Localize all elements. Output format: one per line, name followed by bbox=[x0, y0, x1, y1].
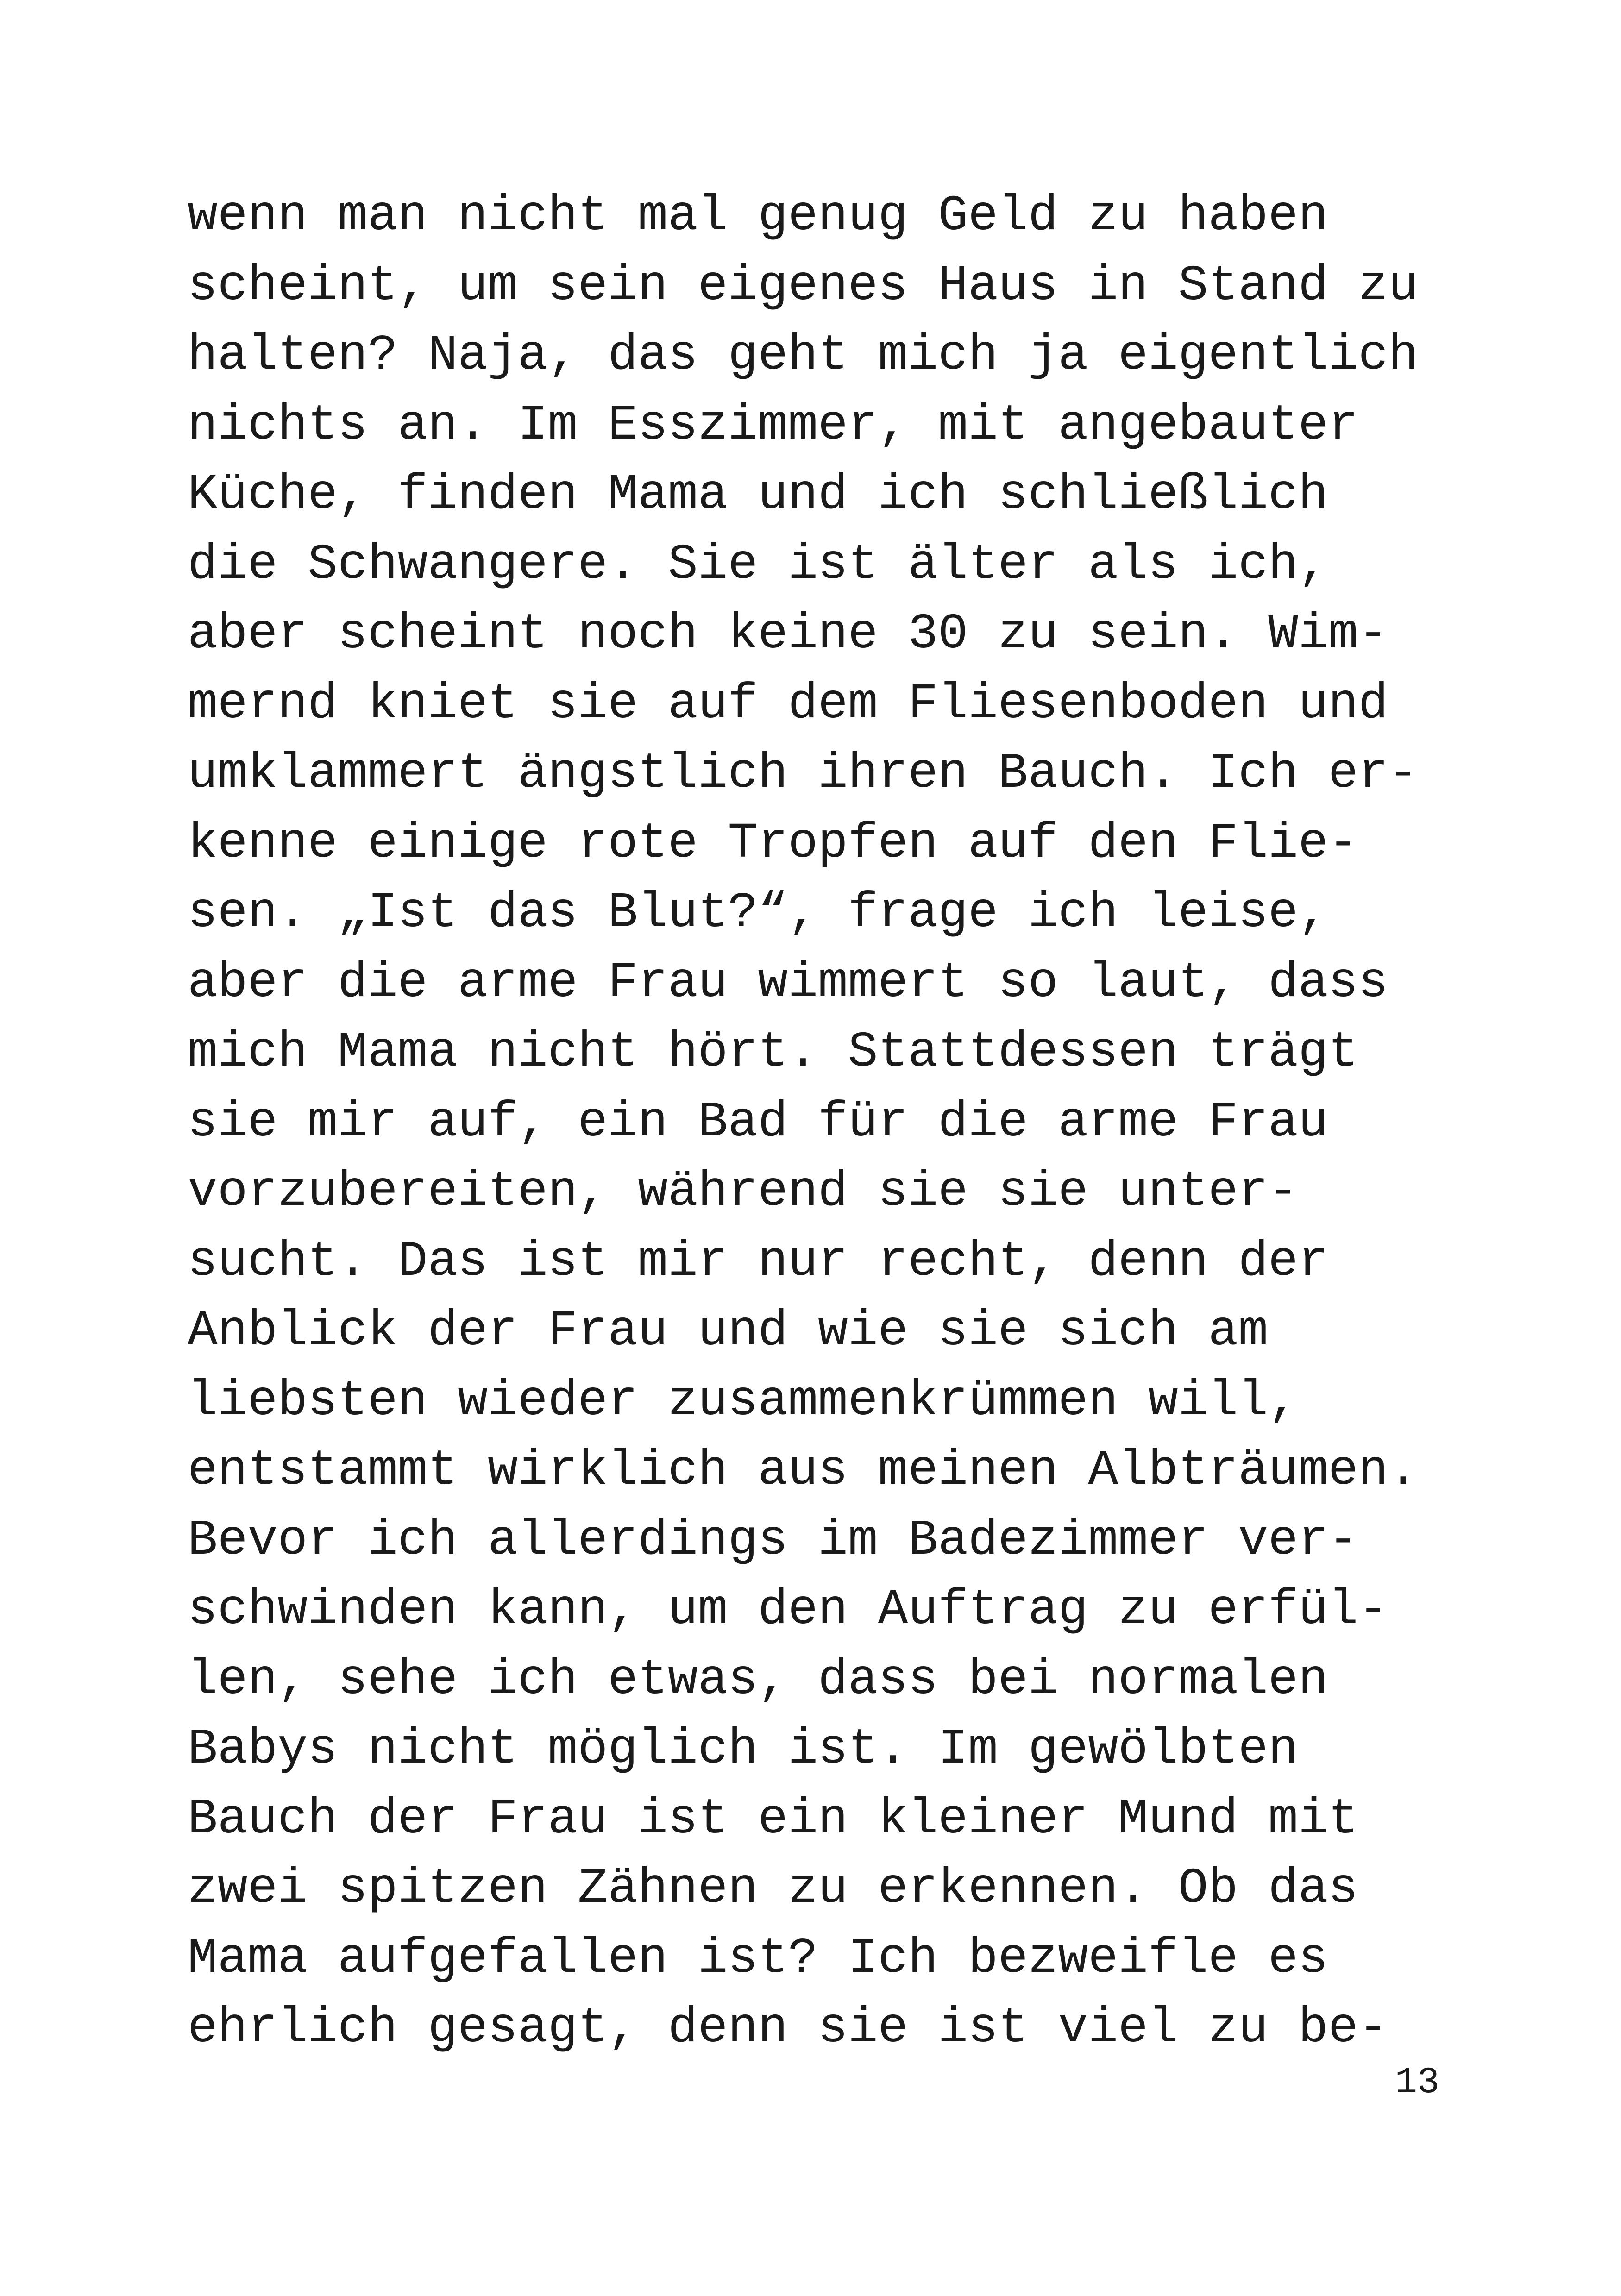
text-line: Babys nicht möglich ist. Im gewölbten bbox=[188, 1721, 1298, 1778]
text-line: wenn man nicht mal genug Geld zu haben bbox=[188, 188, 1328, 245]
text-line: mernd kniet sie auf dem Fliesenboden und bbox=[188, 676, 1389, 733]
text-line: aber die arme Frau wimmert so laut, dass bbox=[188, 954, 1389, 1011]
text-line: sen. „Ist das Blut?“, frage ich leise, bbox=[188, 885, 1328, 941]
text-line: nichts an. Im Esszimmer, mit angebauter bbox=[188, 397, 1358, 454]
text-line: Mama aufgefallen ist? Ich bezweifle es bbox=[188, 1930, 1328, 1987]
text-line: schwinden kann, um den Auftrag zu erfül- bbox=[188, 1582, 1389, 1638]
text-line: umklammert ängstlich ihren Bauch. Ich er- bbox=[188, 746, 1419, 802]
text-line: vorzubereiten, während sie sie unter- bbox=[188, 1164, 1298, 1220]
text-line: die Schwangere. Sie ist älter als ich, bbox=[188, 536, 1328, 593]
text-line: entstammt wirklich aus meinen Albträumen. bbox=[188, 1443, 1419, 1499]
text-line: Bevor ich allerdings im Badezimmer ver- bbox=[188, 1512, 1358, 1569]
text-line: aber scheint noch keine 30 zu sein. Wim- bbox=[188, 606, 1389, 663]
text-line: sucht. Das ist mir nur recht, denn der bbox=[188, 1233, 1328, 1290]
text-line: Anblick der Frau und wie sie sich am bbox=[188, 1303, 1269, 1360]
text-line: mich Mama nicht hört. Stattdessen trägt bbox=[188, 1024, 1358, 1081]
body-text bbox=[188, 182, 1418, 2064]
text-line: scheint, um sein eigenes Haus in Stand zu bbox=[188, 257, 1419, 314]
text-line: halten? Naja, das geht mich ja eigentlich bbox=[188, 327, 1419, 384]
text-line: Bauch der Frau ist ein kleiner Mund mit bbox=[188, 1791, 1358, 1848]
text-line: ehrlich gesagt, denn sie ist viel zu be- bbox=[188, 2000, 1389, 2057]
text-line: len, sehe ich etwas, dass bei normalen bbox=[188, 1651, 1328, 1708]
text-line: kenne einige rote Tropfen auf den Flie- bbox=[188, 815, 1358, 872]
text-line: zwei spitzen Zähnen zu erkennen. Ob das bbox=[188, 1861, 1358, 1917]
text-line: Küche, finden Mama und ich schließlich bbox=[188, 467, 1328, 523]
text-line: sie mir auf, ein Bad für die arme Frau bbox=[188, 1094, 1328, 1151]
text-line: liebsten wieder zusammenkrümmen will, bbox=[188, 1373, 1298, 1430]
page-number: 13 bbox=[1395, 2062, 1439, 2104]
